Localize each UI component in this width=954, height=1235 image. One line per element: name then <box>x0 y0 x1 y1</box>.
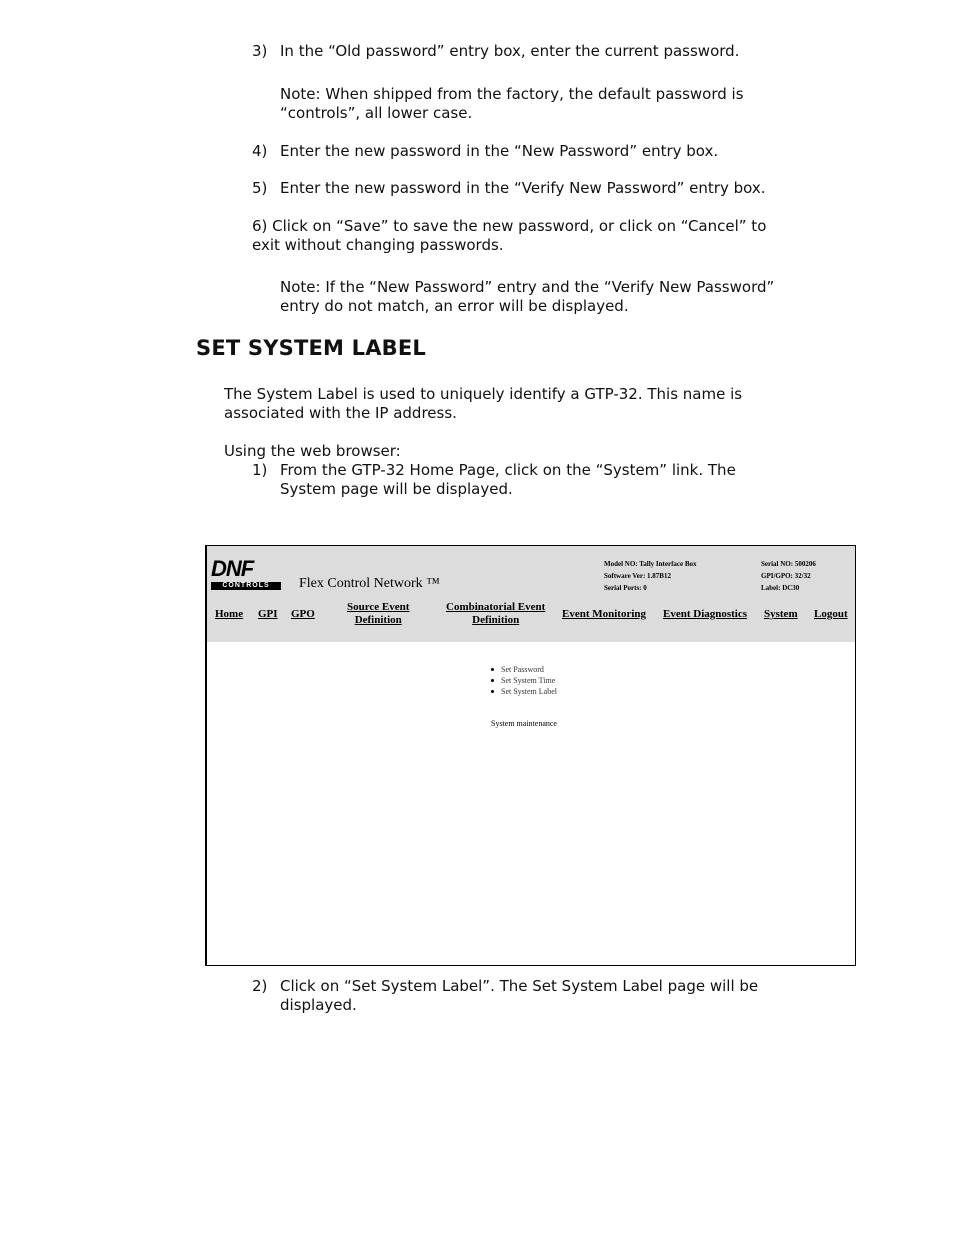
step-6-line-2: exit without changing passwords. <box>252 236 504 254</box>
logo-subtext: CONTROLS <box>211 582 281 590</box>
serial-number: Serial NO: 500206 <box>761 560 816 568</box>
note-mismatch-2: entry do not match, an error will be displayed. <box>280 297 629 315</box>
nav-combinatorial-event-definition[interactable] <box>446 601 545 627</box>
nav-combinatorial-line-2: Definition <box>472 614 520 626</box>
gpi-gpo-count: GPI/GPO: 32/32 <box>761 572 811 580</box>
using-browser: Using the web browser: <box>224 442 401 460</box>
nav-source-event-definition[interactable] <box>347 601 409 627</box>
section-heading: SET SYSTEM LABEL <box>196 336 427 360</box>
step-number: 2) <box>252 977 268 995</box>
step-text: Enter the new password in the “New Password” entry box. <box>280 142 719 160</box>
note-default-password-2: “controls”, all lower case. <box>280 104 473 122</box>
nav-source-event-line-2: Definition <box>354 614 402 626</box>
menu-set-system-time[interactable]: Set System Time <box>491 675 557 686</box>
step-6-line-1: 6) Click on “Save” to save the new password, or click on “Cancel” to <box>252 217 767 235</box>
system-maintenance-label: System maintenance <box>491 719 557 728</box>
nav-home[interactable]: Home <box>215 608 244 620</box>
step-number: 1) <box>252 461 268 479</box>
nav-logout[interactable]: Logout <box>814 608 848 620</box>
nav-source-event-line-1: Source Event <box>347 601 410 613</box>
step-1-line-1 <box>252 461 736 480</box>
screenshot-header <box>207 546 855 642</box>
step-4 <box>252 142 718 161</box>
software-version: Software Ver: 1.87B12 <box>604 572 671 580</box>
system-menu <box>491 664 557 697</box>
system-page-screenshot <box>205 545 856 966</box>
brand-title: Flex Control Network ™ <box>299 576 440 591</box>
model-info: Model NO: Tally Interface Box <box>604 560 697 568</box>
nav-gpo[interactable]: GPO <box>291 608 315 620</box>
step-number: 4) <box>252 142 268 160</box>
intro-line-1: The System Label is used to uniquely identify a GTP-32. This name is <box>224 385 743 403</box>
note-default-password-1: Note: When shipped from the factory, the default password is <box>280 85 744 103</box>
step-1-line-2: System page will be displayed. <box>280 480 513 498</box>
step-2-line-2: displayed. <box>280 996 357 1014</box>
serial-ports: Serial Ports: 0 <box>604 584 647 592</box>
intro-line-2: associated with the IP address. <box>224 404 457 422</box>
step-2-line-1 <box>252 977 758 996</box>
system-label: Label: DC30 <box>761 584 800 592</box>
nav-event-monitoring[interactable]: Event Monitoring <box>562 608 647 620</box>
menu-set-password[interactable]: Set Password <box>491 664 557 675</box>
menu-set-system-label[interactable]: Set System Label <box>491 686 557 697</box>
logo-text: DNF <box>211 556 254 581</box>
nav-event-diagnostics[interactable]: Event Diagnostics <box>663 608 748 620</box>
step-text: From the GTP-32 Home Page, click on the “System” link. The <box>280 461 736 479</box>
step-5 <box>252 179 766 198</box>
dnf-logo <box>211 556 281 589</box>
step-3 <box>252 42 739 61</box>
step-text: Enter the new password in the “Verify New Password” entry box. <box>280 179 766 197</box>
note-mismatch-1: Note: If the “New Password” entry and the “Verify New Password” <box>280 278 775 296</box>
nav-combinatorial-line-1: Combinatorial Event <box>446 601 546 613</box>
step-text: In the “Old password” entry box, enter the current password. <box>280 42 740 60</box>
step-text: Click on “Set System Label”. The Set System Label page will be <box>280 977 759 995</box>
step-number: 5) <box>252 179 268 197</box>
nav-system[interactable]: System <box>764 608 798 620</box>
step-number: 3) <box>252 42 268 60</box>
nav-gpi[interactable]: GPI <box>258 608 278 620</box>
